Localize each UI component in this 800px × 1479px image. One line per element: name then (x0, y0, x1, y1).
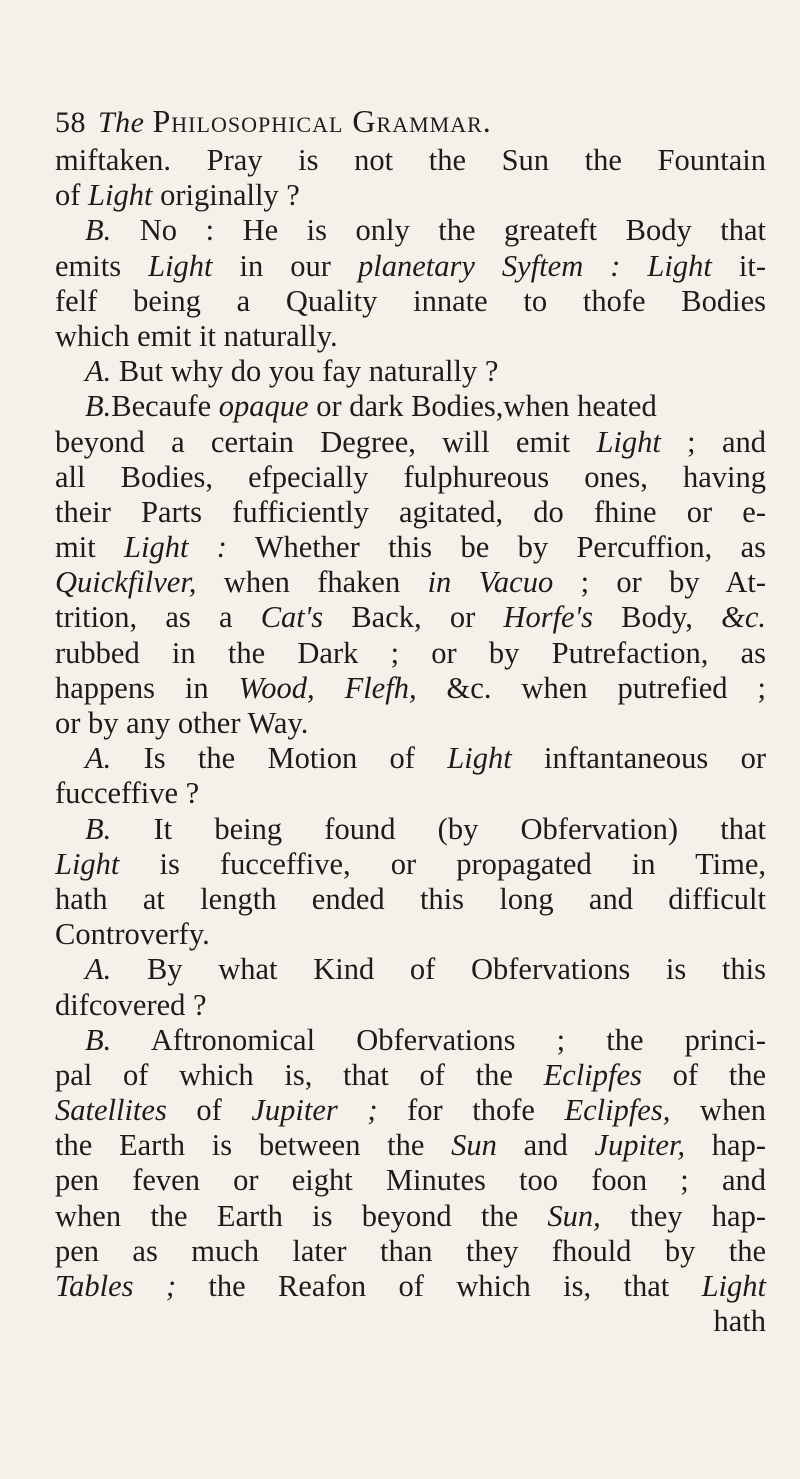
text-span: it- (711, 248, 766, 283)
text-span: Eclipfes, (564, 1093, 671, 1128)
text-span: Aftronomical Obfervations ; the princi- (111, 1022, 766, 1057)
text-line (55, 213, 766, 248)
text-line (55, 600, 766, 635)
text-span: opaque (218, 389, 309, 424)
text-line (55, 776, 766, 811)
text-span: Light (88, 178, 153, 213)
text-span: when fhaken (196, 565, 428, 600)
text-span: But why do you fay naturally ? (111, 354, 499, 389)
text-span: Horfe's (503, 600, 593, 635)
text-line (55, 1199, 766, 1234)
text-span: their Parts fufficiently agitated, do fhine or e- (55, 494, 766, 529)
text-span: Controverfy. (55, 917, 210, 952)
text-span: emits (55, 248, 149, 283)
text-span: B. (85, 213, 112, 248)
text-line (55, 706, 766, 741)
text-span: of (55, 178, 89, 213)
text-line (55, 1234, 766, 1269)
text-span: pen feven or eight Minutes too foon ; and (55, 1163, 766, 1198)
text-line (55, 671, 766, 706)
text-span: A. (85, 741, 112, 776)
text-line (55, 249, 766, 284)
text-span: which emit it naturally. (55, 318, 338, 353)
text-span: Quickfilver, (55, 565, 197, 600)
text-span: No : He is only the greateft Body that (111, 213, 766, 248)
text-span: fucceffive ? (55, 776, 200, 811)
text-span: or dark Bodies,when heated (308, 389, 657, 424)
text-line (55, 882, 766, 917)
text-span: Light (596, 424, 661, 459)
text-span: the Earth is between the (55, 1128, 452, 1163)
text-span: Satellites (55, 1093, 167, 1128)
text-span: Becaufe (111, 389, 219, 424)
text-span: Back, or (323, 600, 504, 635)
text-line (55, 1023, 766, 1058)
text-span: Cat's (260, 600, 324, 635)
text-span: Light : (124, 530, 227, 565)
text-span: in Vacuo (427, 565, 554, 600)
header-title-italic: The (98, 106, 145, 139)
text-line (55, 636, 766, 671)
text-span: for thofe (377, 1093, 565, 1128)
text-span: Jupiter, (594, 1128, 686, 1163)
text-span: Sun, (547, 1198, 601, 1233)
text-span: when the Earth is beyond the (55, 1198, 548, 1233)
text-span: felf being a Quality innate to thofe Bodies (55, 283, 766, 318)
text-span: hap- (685, 1128, 766, 1163)
text-line (55, 988, 766, 1023)
text-span: Light (55, 846, 120, 881)
text-span: A. (85, 952, 112, 987)
text-line (55, 178, 766, 213)
text-line (55, 284, 766, 319)
text-span: B. (85, 389, 112, 424)
text-span: rubbed in the Dark ; or by Putrefaction, as (55, 635, 766, 670)
text-span: Is the Motion of (111, 741, 448, 776)
text-span: the Reafon of which is, that (176, 1269, 702, 1303)
text-line (55, 530, 766, 565)
text-span: Wood, Flefh, (238, 670, 417, 705)
text-span: they hap- (600, 1198, 766, 1233)
text-span: mit (55, 530, 125, 565)
text-span: is fucceffive, or propagated in Time, (119, 846, 766, 881)
text-span: beyond a certain Degree, will emit (55, 424, 597, 459)
text-span: B. (85, 811, 112, 846)
text-line (55, 495, 766, 530)
text-span: It being found (by Obfervation) that (111, 811, 766, 846)
text-span: when (670, 1093, 766, 1128)
text-line (55, 460, 766, 495)
text-line (55, 143, 766, 178)
text-span: Jupiter ; (251, 1093, 378, 1128)
text-span: Sun (451, 1128, 497, 1163)
text-span: of (166, 1093, 252, 1128)
text-span: hath at length ended this long and difficult (55, 881, 766, 916)
text-span: Light (148, 248, 213, 283)
text-line (55, 1058, 766, 1093)
page-number: 58 (55, 106, 86, 139)
text-span: hath (713, 1304, 766, 1339)
text-span: pal of which is, that of the (55, 1057, 544, 1092)
text-span: originally ? (152, 178, 300, 213)
text-line (55, 847, 766, 882)
text-span: &c. (721, 600, 766, 635)
text-span: ; or by At- (553, 565, 767, 600)
text-line (55, 917, 766, 952)
text-line (55, 812, 766, 847)
text-line (55, 1269, 766, 1304)
text-line (55, 389, 766, 424)
page-body-text (55, 143, 766, 1339)
text-span: all Bodies, efpecially fulphureous ones, having (55, 459, 766, 494)
text-span: in our (212, 248, 358, 283)
text-span: difcovered ? (55, 987, 207, 1022)
text-span: By what Kind of Obfervations is this (111, 952, 766, 987)
text-span: Eclipfes (543, 1057, 642, 1092)
text-line (55, 952, 766, 987)
text-line (55, 565, 766, 600)
text-span: miftaken. Pray is not the Sun the Fountain (55, 143, 766, 177)
text-line (55, 741, 766, 776)
text-line (55, 354, 766, 389)
text-span: Tables ; (55, 1269, 177, 1303)
text-line (55, 1128, 766, 1163)
text-span: inftantaneous or (511, 741, 766, 776)
text-span: pen as much later than they fhould by the (55, 1233, 766, 1268)
text-span: of the (641, 1057, 767, 1092)
text-span: Whether this be by Percuffion, as (226, 530, 766, 565)
text-span: and (496, 1128, 595, 1163)
text-line (55, 319, 766, 354)
text-span: &c. when putrefied ; (416, 670, 766, 705)
text-span: trition, as a (55, 600, 261, 635)
text-line (55, 1093, 766, 1128)
header-title: Philosophical Grammar. (152, 103, 492, 139)
text-span: happens in (55, 670, 239, 705)
text-span: Light (701, 1269, 766, 1303)
text-line (55, 1163, 766, 1198)
text-span: ; and (660, 424, 766, 459)
text-line (55, 1304, 766, 1339)
text-span: B. (85, 1022, 112, 1057)
running-header (55, 103, 775, 140)
text-span: Body, (592, 600, 722, 635)
text-span: or by any other Way. (55, 706, 309, 740)
text-span: planetary Syftem : Light (358, 248, 712, 283)
text-line (55, 425, 766, 460)
text-span: A. (85, 354, 112, 389)
text-span: Light (447, 741, 512, 776)
